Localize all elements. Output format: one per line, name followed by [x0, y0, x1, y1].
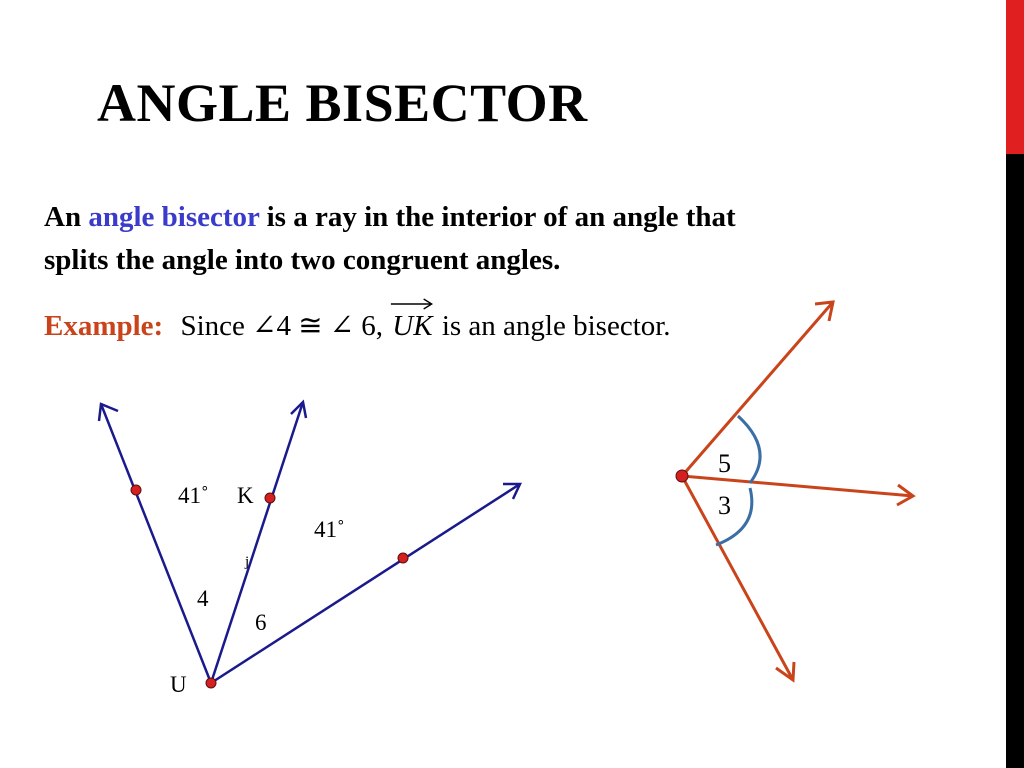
side-accent-bar-black — [1006, 154, 1024, 768]
ray-name-text: UK — [392, 310, 433, 342]
definition-rest-line1: is a ray in the interior of an angle that — [266, 201, 736, 233]
left-angle-figure — [99, 402, 520, 683]
arc-angle-5 — [738, 416, 760, 483]
example-conclusion: is an angle bisector. — [441, 310, 671, 342]
label-angle-top-left: 41˚ — [178, 483, 209, 508]
label-angle-right: 41˚ — [314, 517, 345, 542]
arrowhead-left — [99, 404, 118, 421]
point-u — [206, 678, 216, 688]
definition-term: angle bisector — [88, 201, 260, 233]
right-angle-figure — [682, 302, 913, 680]
ray-right — [211, 484, 520, 683]
label-angle-5: 5 — [718, 449, 731, 478]
label-small-mark: j — [245, 554, 250, 570]
point-left — [131, 485, 141, 495]
label-angle-6: 6 — [255, 610, 267, 635]
left-labels — [170, 483, 345, 697]
slide-title: ANGLE BISECTOR — [97, 73, 588, 133]
right-vertex-point — [676, 470, 688, 482]
ray-middle — [682, 476, 913, 496]
right-labels — [718, 449, 731, 520]
ray-down — [682, 476, 793, 680]
ray-bisector-uk — [211, 402, 303, 683]
label-k: K — [237, 483, 254, 508]
label-angle-3: 3 — [718, 491, 731, 520]
example-label: Example: — [44, 310, 164, 342]
example-statement: Since ∠4 ≅ ∠ 6, — [180, 310, 384, 342]
ray-up — [682, 302, 833, 476]
label-u: U — [170, 672, 187, 697]
point-right — [398, 553, 408, 563]
definition-rest-line2: splits the angle into two congruent angles. — [44, 244, 561, 276]
ray-left — [101, 404, 211, 683]
label-angle-4: 4 — [197, 586, 209, 611]
point-k — [265, 493, 275, 503]
definition-prefix: An — [44, 201, 82, 233]
side-accent-bar-red — [1006, 0, 1024, 154]
